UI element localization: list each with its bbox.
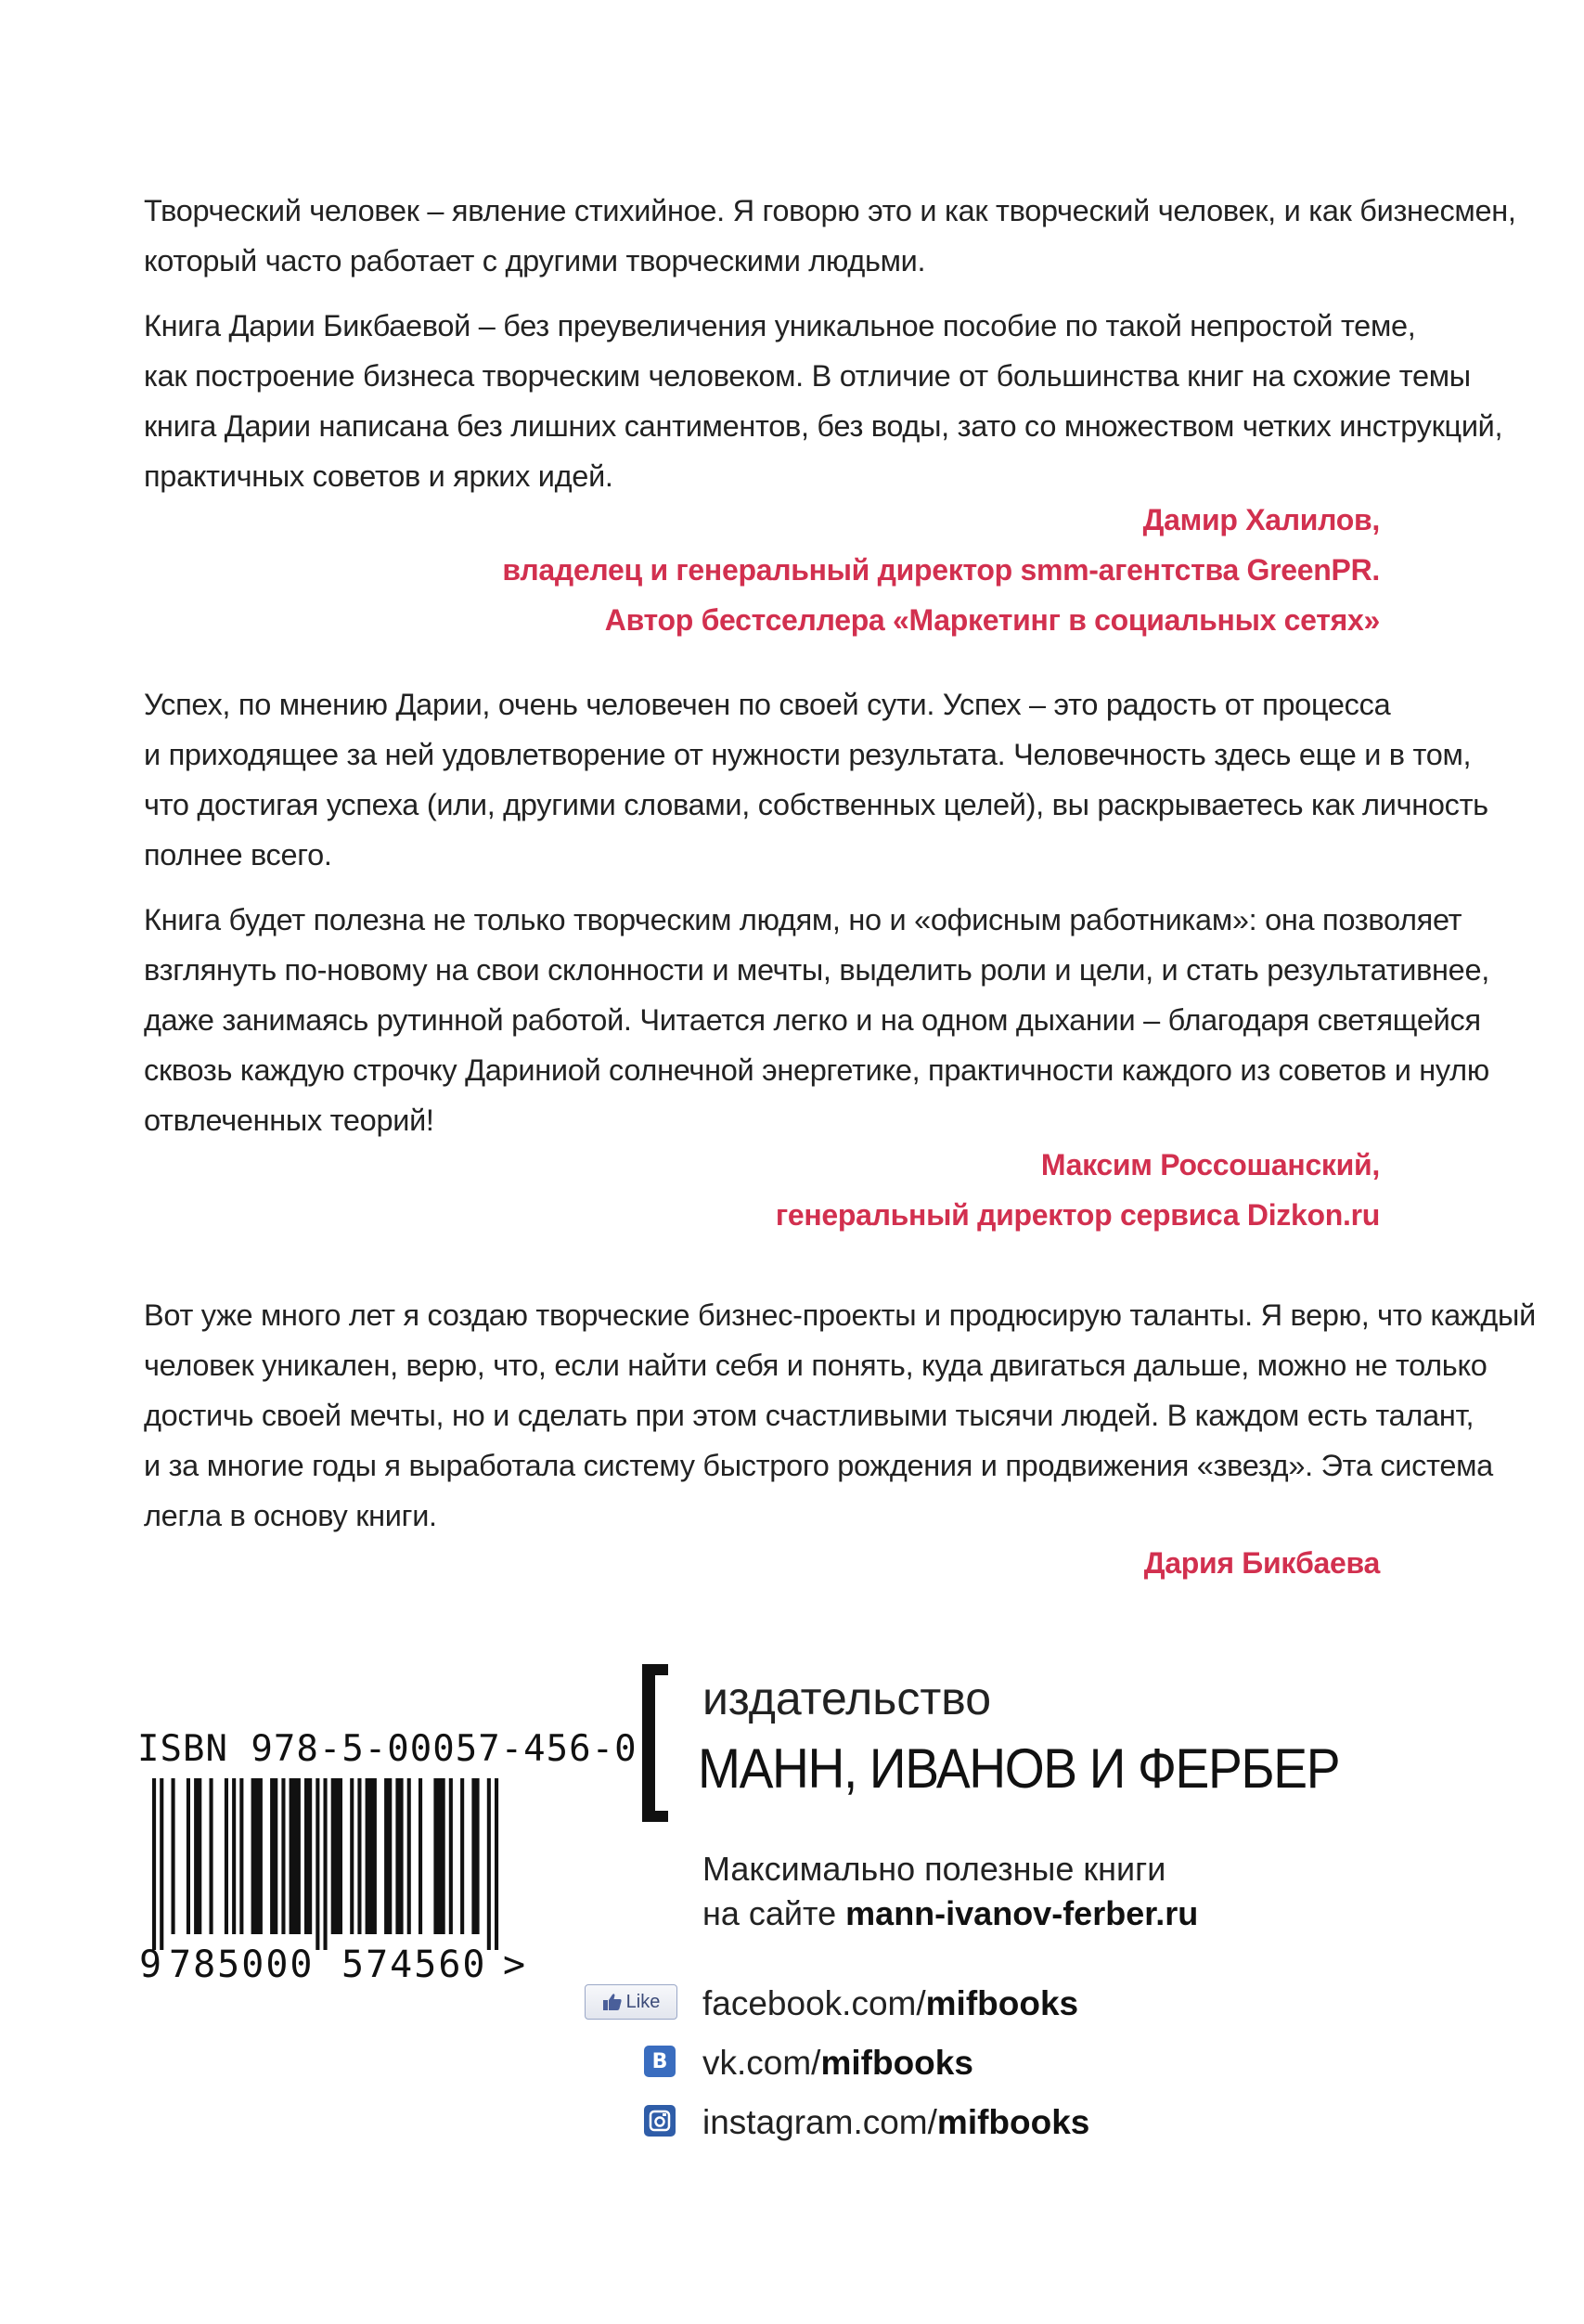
barcode-bar xyxy=(187,1778,190,1934)
barcode-digits-left: 785000 xyxy=(169,1943,315,1986)
tagline-line-1: Максимально полезные книги xyxy=(702,1850,1166,1888)
tagline-line-2 xyxy=(702,1891,1198,1936)
text-line: Книга Дарии Бикбаевой – без преувеличения уникальное пособие по такой непростой теме, xyxy=(144,309,1416,342)
attribution-role: Автор бестселлера «Маркетинг в социальных сетях» xyxy=(604,603,1380,637)
text-line: взглянуть по-новому на свои склонности и мечты, выделить роли и цели, и стать результативнее, xyxy=(144,953,1489,987)
attribution-name: Дамир Халилов, xyxy=(1142,503,1380,536)
text-line: Вот уже много лет я создаю творческие бизнес-проекты и продюсирую таланты. Я верю, что каждый xyxy=(144,1298,1536,1332)
thumbs-up-icon xyxy=(602,1993,623,2011)
barcode-bar xyxy=(251,1778,263,1934)
barcode-bar xyxy=(290,1778,301,1934)
barcode-bar xyxy=(194,1778,201,1934)
instagram-icon xyxy=(644,2105,676,2137)
review-khalilov-attribution xyxy=(502,495,1380,645)
barcode-digits xyxy=(139,1943,538,1990)
text-line: книга Дарии написана без лишних сантиментов, без воды, зато со множеством четких инструкций, xyxy=(144,409,1503,443)
text-line: отвлеченных теорий! xyxy=(144,1104,434,1137)
publisher-name: МАНН, ИВАНОВ И ФЕРБЕР xyxy=(698,1737,1340,1800)
barcode-digit-first: 9 xyxy=(139,1943,162,1986)
text-line: Успех, по мнению Дарии, очень человечен по своей сути. Успех – это радость от процесса xyxy=(144,688,1391,721)
barcode-bar xyxy=(471,1778,479,1934)
attribution-name: Максим Россошанский, xyxy=(1040,1148,1380,1181)
barcode-bar xyxy=(449,1778,453,1934)
isbn-label: ISBN 978-5-00057-456-0 xyxy=(137,1728,637,1770)
instagram-handle: mifbooks xyxy=(936,2103,1090,2141)
barcode-bar xyxy=(160,1778,163,1950)
publisher-bracket xyxy=(642,1664,668,1822)
barcode-bar xyxy=(357,1778,361,1934)
like-label: Like xyxy=(625,1991,661,2012)
tagline-prefix: на сайте xyxy=(702,1894,846,1932)
instagram-link[interactable] xyxy=(702,2103,1089,2142)
text-line: и приходящее за ней удовлетворение от нужности результата. Человечность здесь еще и в том, xyxy=(144,738,1472,771)
barcode-bar xyxy=(210,1778,213,1934)
barcode-bar xyxy=(316,1778,319,1950)
text-line: как построение бизнеса творческим человеком. В отличие от большинства книг на схожие темы xyxy=(144,359,1471,393)
text-line: что достигая успеха (или, другими словами, собственных целей), вы раскрываетесь как личность xyxy=(144,788,1488,821)
barcode-bar xyxy=(232,1778,236,1934)
text-line: Книга будет полезна не только творческим людям, но и «офисным работникам»: она позволяет xyxy=(144,903,1462,936)
review-rossoshansky xyxy=(144,679,1489,1160)
barcode-bar xyxy=(225,1778,228,1934)
publisher-site-link[interactable]: mann-ivanov-ferber.ru xyxy=(845,1894,1199,1932)
barcode-bar xyxy=(433,1778,444,1934)
text-line: который часто работает с другими творческими людьми. xyxy=(144,244,926,278)
barcode-bar xyxy=(384,1778,392,1934)
text-line: и за многие годы я выработала систему быстрого рождения и продвижения «звезд». Эта система xyxy=(144,1449,1493,1482)
barcode-bar xyxy=(395,1778,403,1934)
review-rossoshansky-paragraph-2 xyxy=(144,895,1489,1145)
facebook-like-button[interactable] xyxy=(585,1984,677,2020)
barcode-bar xyxy=(366,1778,377,1934)
author-note xyxy=(144,1290,1536,1556)
barcode-bar xyxy=(152,1778,156,1950)
barcode-bar xyxy=(304,1778,312,1934)
text-line: легла в основу книги. xyxy=(144,1499,437,1532)
review-rossoshansky-paragraph-1 xyxy=(144,679,1488,880)
text-line: даже занимаясь рутинной работой. Читается легко и на одном дыхании – благодаря светящейся xyxy=(144,1003,1481,1037)
review-khalilov-paragraph-1 xyxy=(144,186,1516,286)
barcode-bar xyxy=(172,1778,175,1934)
review-khalilov-paragraph-2 xyxy=(144,301,1503,501)
barcode-bar xyxy=(350,1778,354,1934)
facebook-handle: mifbooks xyxy=(925,1984,1079,2022)
text-line: сквозь каждую строчку Дариниой солнечной энергетике, практичности каждого из советов и нулю xyxy=(144,1053,1489,1087)
text-line: практичных советов и ярких идей. xyxy=(144,459,613,493)
barcode-bar xyxy=(239,1778,243,1934)
publisher-tagline xyxy=(702,1847,1198,1936)
author-note-paragraph xyxy=(144,1290,1536,1541)
facebook-prefix: facebook.com/ xyxy=(702,1984,926,2022)
vk-link[interactable] xyxy=(702,2044,973,2083)
vk-handle: mifbooks xyxy=(820,2044,973,2082)
barcode-bar xyxy=(270,1778,277,1934)
author-signature xyxy=(1144,1538,1380,1588)
attribution-role: генеральный директор сервиса Dizkon.ru xyxy=(775,1198,1380,1232)
instagram-prefix: instagram.com/ xyxy=(702,2103,937,2141)
text-line: достичь своей мечты, но и сделать при этом счастливыми тысячи людей. В каждом есть талант, xyxy=(144,1399,1475,1432)
barcode-bar xyxy=(495,1778,498,1950)
review-khalilov xyxy=(144,186,1516,516)
barcode-bar xyxy=(487,1778,491,1950)
text-line: Творческий человек – явление стихийное. Я говорю это и как творческий человек, и как бизнесмен, xyxy=(144,194,1516,227)
barcode-bar xyxy=(407,1778,411,1934)
barcode-bar xyxy=(419,1778,422,1934)
review-rossoshansky-attribution xyxy=(776,1140,1380,1240)
barcode-bar xyxy=(324,1778,328,1950)
barcode-digits-right: 574560 xyxy=(341,1943,487,1986)
barcode xyxy=(148,1778,529,1950)
attribution-role: владелец и генеральный директор smm-агентства GreenPR. xyxy=(502,553,1380,587)
vk-icon: B xyxy=(644,2046,676,2077)
barcode-quiet-mark: > xyxy=(503,1943,526,1986)
barcode-bar xyxy=(460,1778,464,1934)
publisher-label: издательство xyxy=(702,1672,992,1724)
text-line: человек уникален, верю, что, если найти себя и понять, куда двигаться дальше, можно не только xyxy=(144,1349,1487,1382)
barcode-bar xyxy=(331,1778,342,1934)
text-line: полнее всего. xyxy=(144,838,332,872)
barcode-bar xyxy=(281,1778,285,1934)
signature-name: Дария Бикбаева xyxy=(1143,1546,1380,1580)
vk-prefix: vk.com/ xyxy=(702,2044,821,2082)
facebook-link[interactable] xyxy=(702,1984,1078,2023)
